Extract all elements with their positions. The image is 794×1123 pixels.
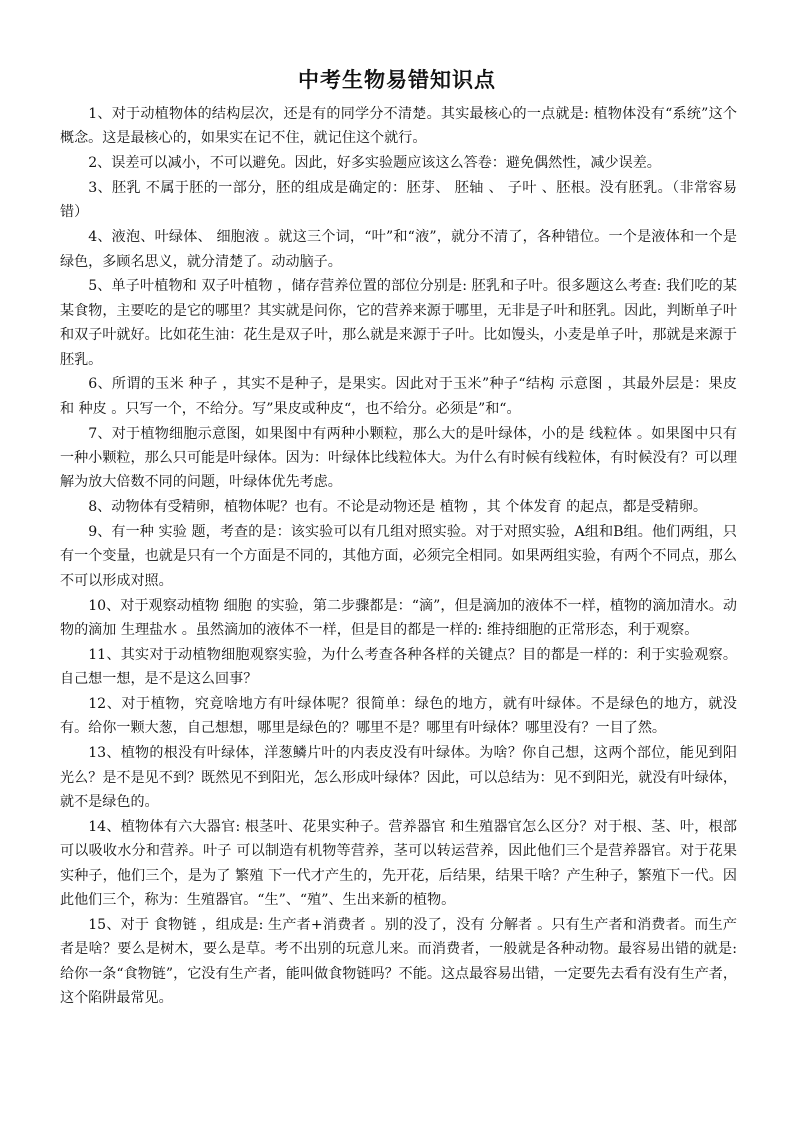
paragraph-2: 2、误差可以减小，不可以避免。因此，好多实验题应该这么答卷：避免偶然性，减少误差。 — [88, 155, 661, 172]
paragraph-14: 14、植物体有六大器官: 根茎叶、花果实种子。营养器官 和生殖器官怎么区分？对于根、茎、叶，根部可以吸收水分和营养。叶子 可以制造有机物等营养，茎可以转运营养，因此他们三个是营养器官。对于花果实种子，他们三个，是为了 繁殖 下一代才产生的，先开花，后结果，结果干啥？产生种子，繁殖下一代。因此他们三个，称为：生殖器官。“生”、“殖”、生出来新的植物。 — [60, 818, 737, 909]
paragraph-15: 15、对于 食物链 ，组成是: 生产者+消费者 。别的没了，没有 分解者 。只有生产者和消费者。而生产者是啥？要么是树木，要么是草。考不出别的玩意儿来。而消费者，一般就是各种动物。最容易出错的就是: 给你一条“食物链”，它没有生产者，能叫做食物链吗？不能。这点最容易出错，一定要先去看有没有生产者，这个陷阱最常见。 — [60, 916, 737, 1007]
paragraph-8: 8、动物体有受精卵，植物体呢？也有。不论是动物还是 植物 ，其 个体发育 的起点，都是受精卵。 — [88, 499, 708, 516]
paragraph-1: 1、对于动植物体的结构层次，还是有的同学分不清楚。其实最核心的一点就是: 植物体没有“系统”这个概念。这是最核心的，如果实在记不住，就记住这个就行。 — [60, 106, 737, 147]
paragraph-7: 7、对于植物细胞示意图，如果图中有两种小颗粒，那么大的是叶绿体，小的是 线粒体 。如果图中只有一种小颗粒，那么只可能是叶绿体。因为：叶绿体比线粒体大。为什么有时候有线粒体，有时候没有？可以理解为放大倍数不同的问题，叶绿体优先考虑。 — [60, 425, 737, 491]
paragraph-6: 6、所谓的玉米 种子 ，其实不是种子，是果实。因此对于玉米”种子“结构 示意图 ，其最外层是：果皮 和 种皮 。只写一个，不给分。写”果皮或种皮“，也不给分。必须是”和“。 — [60, 376, 737, 417]
document-title: 中考生物易错知识点 — [298, 68, 496, 92]
paragraph-9: 9、有一种 实验 题，考查的是：该实验可以有几组对照实验。对于对照实验，A组和B组。他们两组，只有一个变量，也就是只有一个方面是不同的，其他方面，必须完全相同。如果两组实验，有两个不同点，那么不可以形成对照。 — [60, 524, 737, 589]
paragraph-10: 10、对于观察动植物 细胞 的实验，第二步骤都是：“滴”，但是滴加的液体不一样，植物的滴加清水。动物的滴加 生理盐水 。虽然滴加的液体不一样，但是目的都是一样的: 维持细胞的正常形态，利于观察。 — [60, 597, 737, 639]
paragraph-12: 12、对于植物，究竟啥地方有叶绿体呢？很简单：绿色的地方，就有叶绿体。不是绿色的地方，就没有。给你一颗大葱，自己想想，哪里是绿色的？哪里不是？哪里有叶绿体？哪里没有？一目了然。 — [60, 696, 737, 737]
paragraph-4: 4、液泡、叶绿体、 细胞液 。就这三个词，“叶”和“液”，就分不清了，各种错位。一个是液体和一个是绿色，多顾名思义，就分清楚了。动动脑子。 — [60, 229, 737, 270]
paragraph-5: 5、单子叶植物和 双子叶植物 ，储存营养位置的部位分别是: 胚乳和子叶。很多题这么考查: 我们吃的某某食物，主要吃的是它的哪里？其实就是问你，它的营养来源于哪里，无非是子叶和胚乳。因此，判断单子叶和双子叶就好。比如花生油：花生是双子叶，那么就是来源于子叶。比如馒头，小麦是单子叶，那就是来源于胚乳。 — [60, 278, 737, 368]
document-body — [60, 102, 737, 1011]
paragraph-3: 3、胚乳 不属于胚的一部分，胚的组成是确定的：胚芽、 胚轴 、 子叶 、胚根。没有胚乳。（非常容易错） — [60, 180, 737, 221]
paragraph-13: 13、植物的根没有叶绿体，洋葱鳞片叶的内表皮没有叶绿体。为啥？你自己想，这两个部位，能见到阳光么？是不是见不到？既然见不到阳光，怎么形成叶绿体？因此，可以总结为：见不到阳光，就没有叶绿体，就不是绿色的。 — [60, 745, 737, 811]
paragraph-11: 11、其实对于动植物细胞观察实验，为什么考查各种各样的关键点？目的都是一样的：利于实验观察。自己想一想，是不是这么回事？ — [60, 646, 737, 688]
